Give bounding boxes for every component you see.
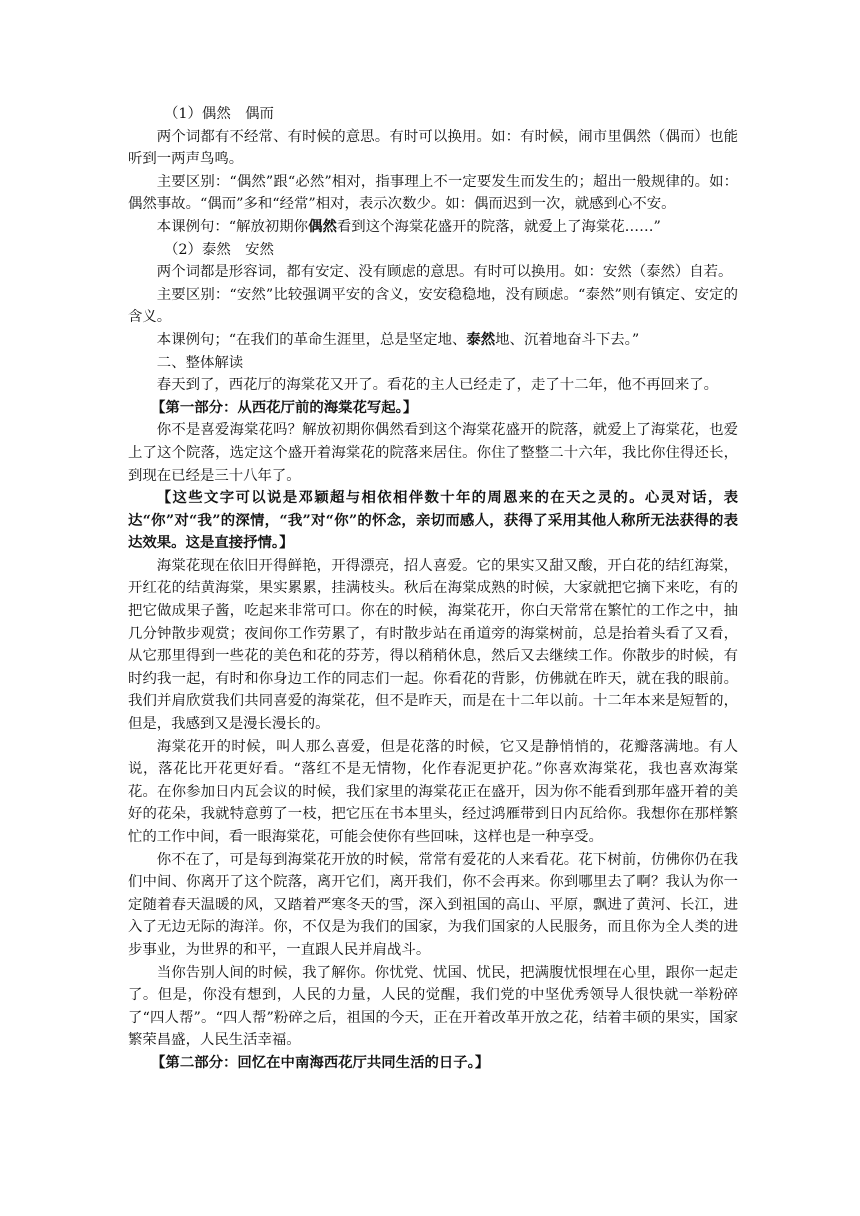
example-keyword: 泰然 [466,330,496,348]
subheading-ouran: （1）偶然 偶而 [164,106,274,122]
paragraph: 春天到了，西花厅的海棠花又开了。看花的主人已经走了，走了十二年，他不再回来了。 [156,377,719,394]
example-keyword: 偶然 [308,217,337,235]
subheading-tairan: （2）泰然 安然 [164,241,274,258]
example-sentence [128,329,738,352]
example-sentence [128,216,738,239]
paragraph: 两个词都是形容词，都有安定、没有顾虑的意思。有时可以换用。如：安然（泰然）自若。 [156,264,733,281]
paragraph: 两个词都有不经常、有时候的意思。有时可以换用。如：有时候，闹市里偶然（偶而）也能听到一两声鸟鸣。 [128,128,738,168]
paragraph: 当你告别人间的时候，我了解你。你忧党、忧国、忧民，把满腹忧恨埋在心里，跟你一起走了。但是，你没有想到，人民的力量，人民的觉醒，我们党的中坚优秀领导人很快就一举粉碎了“四人帮”。“四人帮”粉碎之后，祖国的今天，正在开着改革开放之花，结着丰硕的果实，国家繁荣昌盛，人民生活幸福。 [128,964,738,1049]
part-annotation: 【第二部分：回忆在中南海西花厅共同生活的日子。】 [151,1053,490,1071]
paragraph: 你不是喜爱海棠花吗？解放初期你偶然看到这个海棠花盛开的院落，就爱上了海棠花，也爱上了这个院落，选定这个盛开着海棠花的院落来居住。你住了整整二十六年，我比你住得还长，到现在已经是三十八年了。 [128,422,738,484]
part-annotation: 【第一部分：从西花厅前的海棠花写起。】 [151,398,418,416]
example-text: 地、沉着地奋斗下去。” [495,331,640,348]
example-text: 本课例句；“在我们的革命生涯里，总是坚定地、 [156,331,467,348]
paragraph: 主要区别：“安然”比较强调平安的含义，安安稳稳地，没有顾虑。“泰然”则有镇定、安定的含义。 [128,286,738,326]
commentary: 【这些文字可以说是邓颖超与相依相伴数十年的周恩来的在天之灵的。心灵对话，表达“你”对“我”的深情，“我”对“你”的怀念，亲切而感人，获得了采用其他人称所无法获得的表达效果。这是直接抒情。】 [128,489,738,552]
paragraph: 你不在了，可是每到海棠花开放的时候，常常有爱花的人来看花。花下树前，仿佛你仍在我们中间、你离开了这个院落，离开它们，离开我们，你不会再来。你到哪里去了啊？我认为你一定随着春天温暖的风，又踏着严寒冬天的雪，深入到祖国的高山、平原，飘进了黄河、长江，进入了无边无际的海洋。你，不仅是为我们的国家，为我们国家的人民服务，而且你为全人类的进步事业，为世界的和平，一直跟人民并肩战斗。 [128,851,738,958]
paragraph: 主要区别：“偶然”跟“必然”相对，指事理上不一定要发生而发生的；超出一般规律的。如：偶然事故。“偶而”多和“经常”相对，表示次数少。如：偶而迟到一次，就感到心不安。 [128,173,738,213]
paragraph: 海棠花现在依旧开得鲜艳，开得漂亮，招人喜爱。它的果实又甜又酸，开白花的结红海棠，开红花的结黄海棠，果实累累，挂满枝头。秋后在海棠成熟的时候，大家就把它摘下来吃，有的把它做成果子酱，吃起来非常可口。你在的时候，海棠花开，你白天常常在繁忙的工作之中，抽几分钟散步观赏；夜间你工作劳累了，有时散步站在甬道旁的海棠树前，总是抬着头看了又看，从它那里得到一些花的美色和花的芬芳，得以稍稍休息，然后又去继续工作。你散步的时候，有时约我一起，有时和你身边工作的同志们一起。你看花的背影，仿佛就在昨天，就在我的眼前。我们并肩欣赏我们共同喜爱的海棠花，但不是昨天，而是在十二年以前。十二年本来是短暂的，但是，我感到又是漫长漫长的。 [128,557,738,733]
section-heading: 二、整体解读 [156,354,244,371]
example-text: 本课例句：“解放初期你 [156,218,309,235]
document-page [128,103,738,1075]
example-text: 看到这个海棠花盛开的院落，就爱上了海棠花……” [336,218,661,235]
paragraph: 海棠花开的时候，叫人那么喜爱，但是花落的时候，它又是静悄悄的，花瓣落满地。有人说，落花比开花更好看。“落红不是无情物，化作春泥更护花。”你喜欢海棠花，我也喜欢海棠花。在你参加日内瓦会议的时候，我们家里的海棠花正在盛开，因为你不能看到那年盛开着的美好的花朵，我就特意剪了一枝，把它压在书本里头，经过鸿雁带到日内瓦给你。我想你在那样繁忙的工作中间，看一眼海棠花，可能会使你有些回味，这样也是一种享受。 [128,738,738,845]
